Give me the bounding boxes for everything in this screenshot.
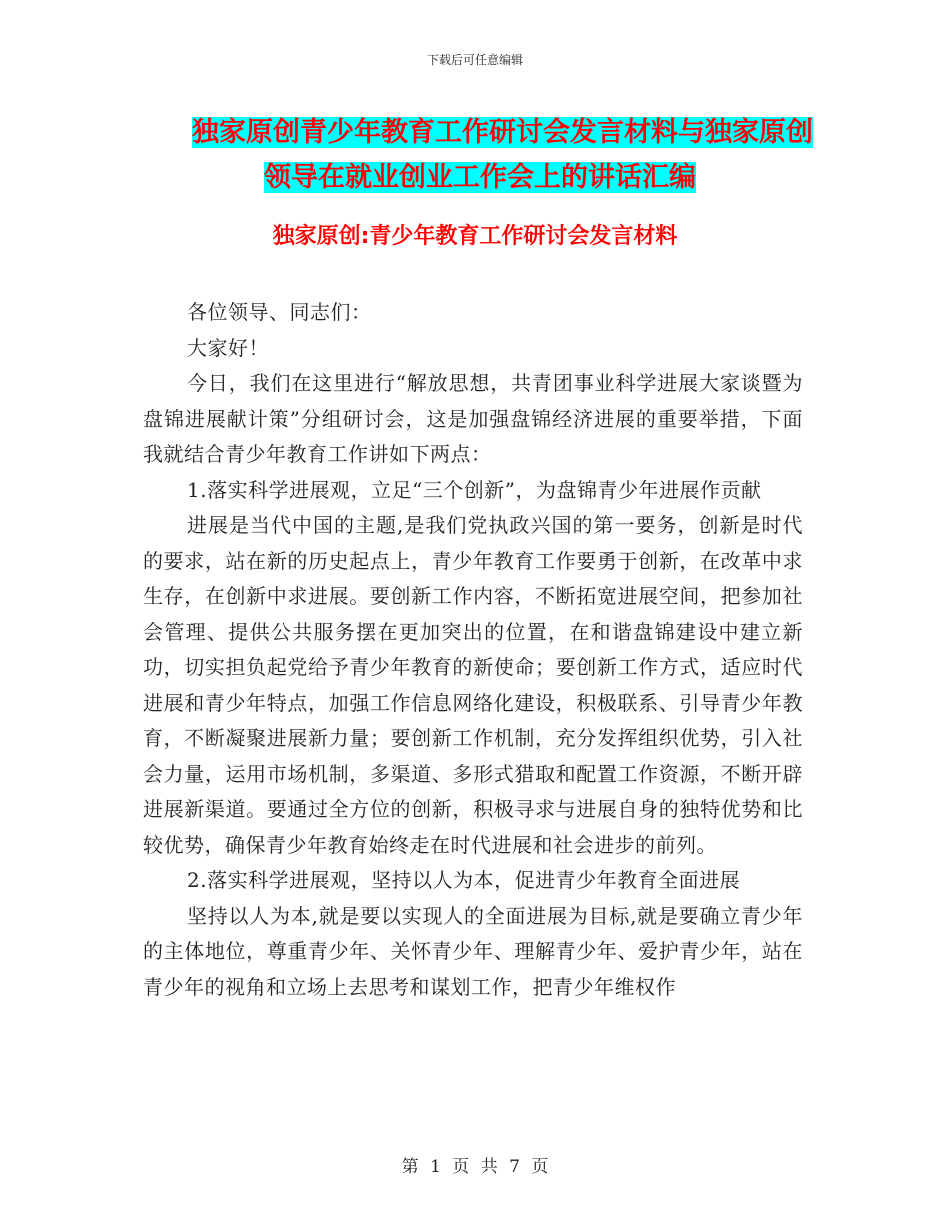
salutation: 各位领导、同志们： xyxy=(187,300,372,324)
document-body xyxy=(143,295,803,1005)
main-title-line-2 xyxy=(264,155,812,200)
point-1-heading: 1.落实科学进展观，立足“三个创新”，为盘锦青少年进展作贡献 xyxy=(187,477,762,502)
point-2-heading: 2.落实科学进展观，坚持以人为本，促进青少年教育全面进展 xyxy=(187,868,741,892)
page-number: 第 1 页 共 7 页 xyxy=(401,1157,549,1177)
section-title: 独家原创:青少年教育工作研讨会发言材料 xyxy=(272,224,678,249)
point-1-paragraph: 进展是当代中国的主题,是我们党执政兴国的第一要务，创新是时代的要求，站在新的历史起点上，青少年教育工作要勇于创新，在改革中求生存，在创新中求进展。要创新工作内容，不断拓宽进展空间，把参加社会管理、提供公共服务摆在更加突出的位置，在和谐盘锦建设中建立新功，切实担负起党给予青少年教育的新使命；要创新工作方式，适应时代进展和青少年特点，加强工作信息网络化建设，积极联系、引导青少年教育，不断凝聚进展新力量；要创新工作机制，充分发挥组织优势，引入社会力量，运用市场机制，多渠道、多形式猎取和配置工作资源，不断开辟进展新渠道。要通过全方位的创新，积极寻求与进展自身的独特优势和比较优势，确保青少年教育始终走在时代进展和社会进步的前列。 xyxy=(143,513,803,857)
header-note: 下载后可任意编辑 xyxy=(426,53,523,67)
point-2-paragraph: 坚持以人为本,就是要以实现人的全面进展为目标,就是要确立青少年的主体地位，尊重青少年、关怀青少年、理解青少年、爱护青少年，站在青少年的视角和立场上去思考和谋划工作，把青少年维权作 xyxy=(143,903,803,999)
greeting: 大家好！ xyxy=(187,335,269,360)
main-title xyxy=(192,110,812,200)
main-title-line-1-text: 独家原创青少年教育工作研讨会发言材料与独家原创 xyxy=(192,117,813,148)
main-title-line-1 xyxy=(192,110,812,155)
main-title-line-2-text: 领导在就业创业工作会上的讲话汇编 xyxy=(264,162,696,193)
intro-paragraph: 今日，我们在这里进行“解放思想，共青团事业科学进展大家谈暨为盘锦进展献计策”分组研讨会，这是加强盘锦经济进展的重要举措，下面我就结合青少年教育工作讲如下两点： xyxy=(143,371,803,466)
